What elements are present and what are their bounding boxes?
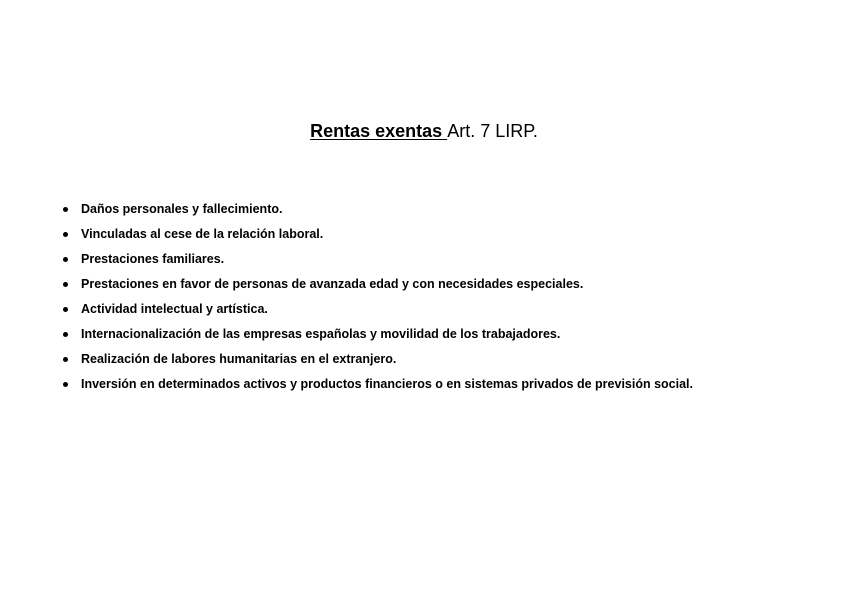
- list-item: [62, 249, 832, 274]
- title-emphasis: Rentas exentas: [310, 121, 443, 141]
- list-item-text: Internacionalización de las empresas españolas y movilidad de los trabajadores.: [81, 327, 561, 341]
- list-item-text: Prestaciones familiares.: [81, 252, 225, 266]
- list-item-text: Actividad intelectual y artística.: [81, 302, 268, 316]
- bullet-icon: [63, 257, 68, 262]
- exempt-income-list: [62, 199, 832, 399]
- list-item: [62, 199, 832, 224]
- bullet-icon: [63, 232, 68, 237]
- bullet-icon: [63, 357, 68, 362]
- slide-title: [0, 119, 848, 143]
- list-item-text: Inversión en determinados activos y productos financieros o en sistemas privados de previsión social.: [81, 377, 693, 391]
- title-reference: Art. 7 LIRP.: [447, 121, 538, 141]
- list-item-text: Realización de labores humanitarias en el extranjero.: [81, 352, 397, 366]
- bullet-icon: [63, 282, 68, 287]
- list-item: [62, 299, 832, 324]
- list-item-text: Prestaciones en favor de personas de avanzada edad y con necesidades especiales.: [81, 277, 584, 291]
- list-item: [62, 274, 832, 299]
- bullet-icon: [63, 382, 68, 387]
- list-item: [62, 374, 832, 399]
- bullet-icon: [63, 307, 68, 312]
- bullet-icon: [63, 207, 68, 212]
- list-item-text: Daños personales y fallecimiento.: [81, 202, 283, 216]
- list-item: [62, 349, 832, 374]
- bullet-icon: [63, 332, 68, 337]
- list-item-text: Vinculadas al cese de la relación laboral.: [81, 227, 324, 241]
- list-item: [62, 324, 832, 349]
- list-item: [62, 224, 832, 249]
